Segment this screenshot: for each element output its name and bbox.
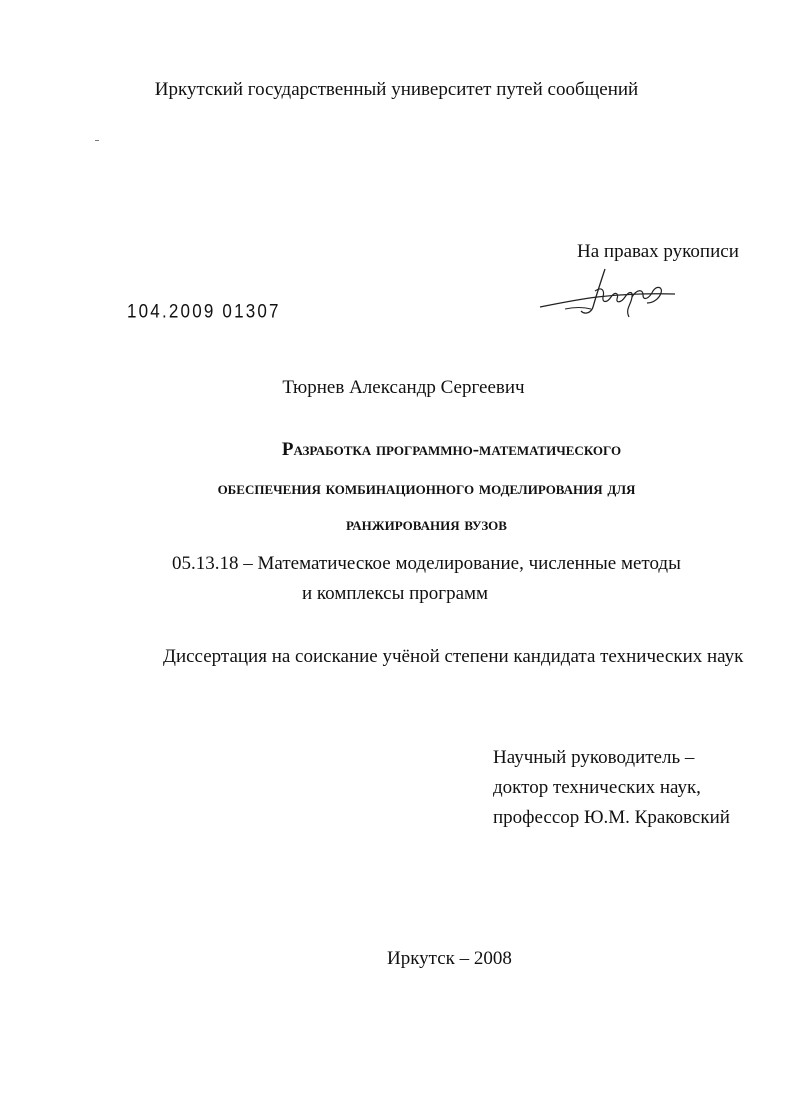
thesis-title-line-2: обеспечения комбинационного моделирования для <box>217 478 636 499</box>
author-signature <box>535 263 680 323</box>
scan-artifact <box>95 140 99 141</box>
specialty-line-2: и комплексы программ <box>302 583 489 604</box>
thesis-title-line-1: Разработка программно-математического <box>281 439 622 460</box>
supervisor-line-3: профессор Ю.М. Краковский <box>493 807 730 828</box>
specialty-line-1: 05.13.18 – Математическое моделирование, численные методы <box>172 553 681 574</box>
supervisor-line-1: Научный руководитель – <box>493 747 695 768</box>
rights-notice: На правах рукописи <box>577 241 739 262</box>
thesis-title-line-3: ранжирования вузов <box>346 514 507 535</box>
supervisor-line-2: доктор технических наук, <box>493 777 701 798</box>
university-name: Иркутский государственный университет путей сообщений <box>154 79 639 100</box>
degree-statement: Диссертация на соискание учёной степени кандидата технических наук <box>163 646 744 667</box>
author-name: Тюрнев Александр Сергеевич <box>282 377 525 398</box>
registry-stamp: 104.2009 01307 <box>127 300 281 322</box>
city-year: Иркутск – 2008 <box>387 948 512 969</box>
